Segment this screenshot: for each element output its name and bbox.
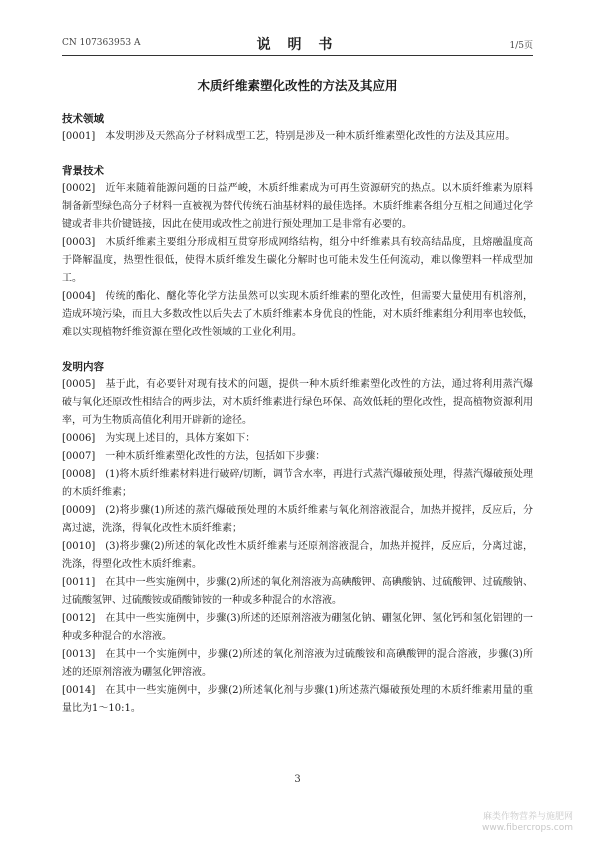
document-body	[62, 110, 533, 718]
paragraph-number: [0004]	[62, 291, 96, 302]
paragraph-text: 在其中一个实施例中，步骤(2)所述的氧化剂溶液为过硫酸铵和高碘酸钾的混合溶液，步骤(3)所述的还原剂溶液为硼氢化钾溶液。	[62, 649, 533, 678]
document-type: 说 明 书	[256, 37, 339, 53]
document-title: 木质纤维素塑化改性的方法及其应用	[197, 78, 398, 93]
page-info: 1/5页	[509, 41, 533, 51]
paragraph	[62, 376, 533, 430]
paragraph	[62, 574, 533, 610]
paragraph-text: (1)将木质纤维素材料进行破碎/切断，调节含水率，再进行式蒸汽爆破预处理，得蒸汽爆破预处理的木质纤维素；	[62, 469, 533, 498]
paragraph	[62, 288, 533, 342]
paragraph-text: 传统的酯化、醚化等化学方法虽然可以实现木质纤维素的塑化改性，但需要大量使用有机溶剂，造成环境污染，而且大多数改性以后失去了木质纤维素本身优良的性能，对木质纤维素组分利用率也较低，难以实现植物纤维资源在塑化改性领域的工业化利用。	[62, 291, 533, 338]
paragraph-number: [0013]	[62, 649, 96, 660]
page-header	[62, 36, 533, 53]
paragraph-text: 基于此，有必要针对现有技术的问题，提供一种木质纤维素塑化改性的方法，通过将利用蒸汽爆破与氧化还原改性相结合的两步法，对木质纤维素进行绿色环保、高效低耗的塑化改性，提高植物资源利用率，可为生物质高值化利用开辟新的途径。	[62, 379, 533, 426]
paragraph-number: [0014]	[62, 685, 96, 696]
paragraph-number: [0012]	[62, 613, 96, 624]
site-watermark	[482, 812, 573, 834]
paragraph	[62, 610, 533, 646]
watermark-line: 麻类作物营养与施肥网	[482, 812, 573, 822]
paragraph-number: [0005]	[62, 379, 96, 390]
section-heading: 背景技术	[62, 165, 104, 177]
paragraph-text: 在其中一些实施例中，步骤(2)所述的氧化剂溶液为高碘酸钾、高碘酸钠、过硫酸钾、过硫酸钠、过硫酸氢钾、过硫酸铵或硝酸铈铵的一种或多种混合的水溶液。	[62, 577, 533, 606]
header-rule	[62, 55, 533, 56]
paragraph	[62, 430, 533, 448]
paragraph-number: [0002]	[62, 183, 96, 194]
paragraph-text: (3)将步骤(2)所述的氧化改性木质纤维素与还原剂溶液混合，加热并搅拌，反应后，分离过滤，洗涤，得塑化改性木质纤维素。	[62, 541, 533, 570]
paragraph	[62, 180, 533, 234]
document-number: CN 107363953 A	[62, 38, 141, 48]
section-heading: 发明内容	[62, 361, 104, 373]
section-heading: 技术领域	[62, 113, 104, 125]
paragraph-text: 为实现上述目的，具体方案如下：	[105, 433, 256, 444]
paragraph	[62, 234, 533, 288]
watermark-line: www.fibercrops.com	[482, 823, 573, 833]
paragraph-text: 在其中一些实施例中，步骤(3)所述的还原剂溶液为硼氢化钠、硼氢化钾、氢化钙和氢化铝锂的一种或多种混合的水溶液。	[62, 613, 533, 642]
paragraph-text: 近年来随着能源问题的日益严峻，木质纤维素成为可再生资源研究的热点。以木质纤维素为原料制备新型绿色高分子材料一直被视为替代传统石油基材料的最佳选择。木质纤维素各组分互相之间通过化学键或者非共价键链接，因此在使用或改性之前进行预处理加工是非常有必要的。	[62, 183, 533, 230]
paragraph-text: 在其中一些实施例中，步骤(2)所述氧化剂与步骤(1)所述蒸汽爆破预处理的木质纤维素用量的重量比为1～10:1。	[62, 685, 533, 714]
paragraph-number: [0008]	[62, 469, 96, 480]
paragraph-number: [0001]	[62, 131, 96, 142]
paragraph-text: 本发明涉及天然高分子材料成型工艺，特别是涉及一种木质纤维素塑化改性的方法及其应用。	[105, 131, 516, 142]
paragraph	[62, 448, 533, 466]
paragraph-text: 木质纤维素主要组分形成相互贯穿形成网络结构，组分中纤维素具有较高结晶度，且熔融温度高于降解温度，热塑性很低，使得木质纤维发生碳化分解时也可能未发生任何流动，难以像塑料一样成型加工。	[62, 237, 533, 284]
paragraph	[62, 646, 533, 682]
paragraph-number: [0011]	[62, 577, 96, 588]
paragraph	[62, 128, 533, 146]
paragraph-number: [0006]	[62, 433, 96, 444]
paragraph-text: (2)将步骤(1)所述的蒸汽爆破预处理的木质纤维素与氧化剂溶液混合，加热并搅拌，反应后，分离过滤，洗涤，得氧化改性木质纤维素；	[62, 505, 533, 534]
paragraph	[62, 538, 533, 574]
paragraph-text: 一种木质纤维素塑化改性的方法，包括如下步骤：	[105, 451, 326, 462]
paragraph-number: [0007]	[62, 451, 96, 462]
paragraph	[62, 466, 533, 502]
paragraph-number: [0003]	[62, 237, 96, 248]
paragraph-number: [0009]	[62, 505, 96, 516]
paragraph-number: [0010]	[62, 541, 96, 552]
paragraph	[62, 682, 533, 718]
page-number: 3	[294, 774, 301, 785]
paragraph	[62, 502, 533, 538]
